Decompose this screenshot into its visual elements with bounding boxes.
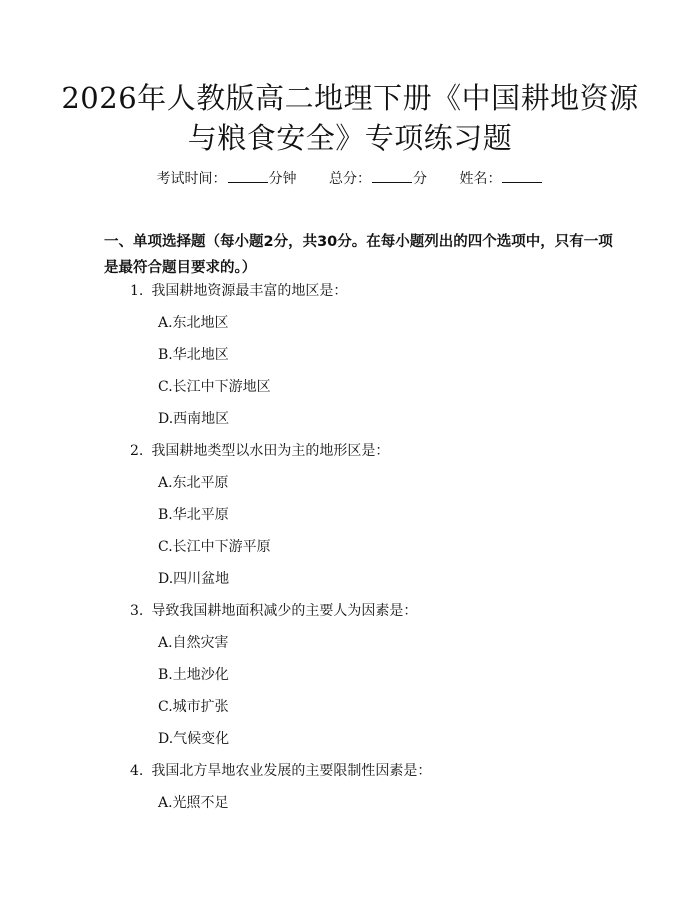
question-number: 2. [130, 443, 144, 459]
exam-time-field [157, 171, 301, 187]
total-score-blank [372, 168, 412, 183]
question-3 [130, 601, 417, 621]
exam-meta [0, 168, 700, 189]
question-2 [130, 441, 389, 461]
section-heading-single-choice: 一、单项选择题（每小题2分，共30分。在每小题列出的四个选项中，只有一项是最符合题目要求的。） [104, 234, 613, 276]
question-text: 我国北方旱地农业发展的主要限制性因素是： [151, 763, 432, 779]
question-number: 3. [130, 603, 144, 619]
question-number: 1. [130, 283, 144, 299]
total-score-unit: 分 [413, 171, 427, 187]
exam-time-label: 考试时间： [156, 171, 227, 187]
student-name-label: 姓名： [459, 171, 502, 187]
question-4 [130, 761, 431, 781]
question-3-option-c: C.城市扩张 [158, 699, 229, 715]
exam-time-blank [228, 168, 268, 183]
question-3-option-b: B.土地沙化 [158, 667, 229, 683]
page-title-line-1: 2026年人教版高二地理下册《中国耕地资源 [61, 81, 639, 115]
question-4-option-a: A.光照不足 [158, 795, 229, 811]
exam-time-unit: 分钟 [268, 171, 297, 187]
question-text: 导致我国耕地面积减少的主要人为因素是： [151, 603, 418, 619]
question-2-option-b: B.华北平原 [158, 507, 229, 523]
question-2-option-d: D.四川盆地 [158, 571, 230, 587]
question-2-option-c: C.长江中下游平原 [158, 539, 271, 555]
question-3-option-a: A.自然灾害 [158, 635, 229, 651]
question-text: 我国耕地类型以水田为主的地形区是： [151, 443, 390, 459]
question-3-option-d: D.气候变化 [158, 731, 230, 747]
question-1-option-c: C.长江中下游地区 [158, 379, 271, 395]
total-score-label: 总分： [329, 171, 371, 187]
question-2-option-a: A.东北平原 [158, 475, 229, 491]
student-name-blank [502, 168, 542, 183]
question-1-option-b: B.华北地区 [158, 347, 229, 363]
question-1-option-a: A.东北地区 [158, 315, 229, 331]
question-1 [130, 281, 347, 301]
question-number: 4. [130, 763, 144, 779]
question-1-option-d: D.西南地区 [158, 411, 230, 427]
question-text: 我国耕地资源最丰富的地区是： [151, 283, 348, 299]
page-title-line-2: 与粮食安全》专项练习题 [187, 121, 513, 155]
student-name-field [459, 171, 543, 187]
total-score-field [329, 171, 431, 187]
